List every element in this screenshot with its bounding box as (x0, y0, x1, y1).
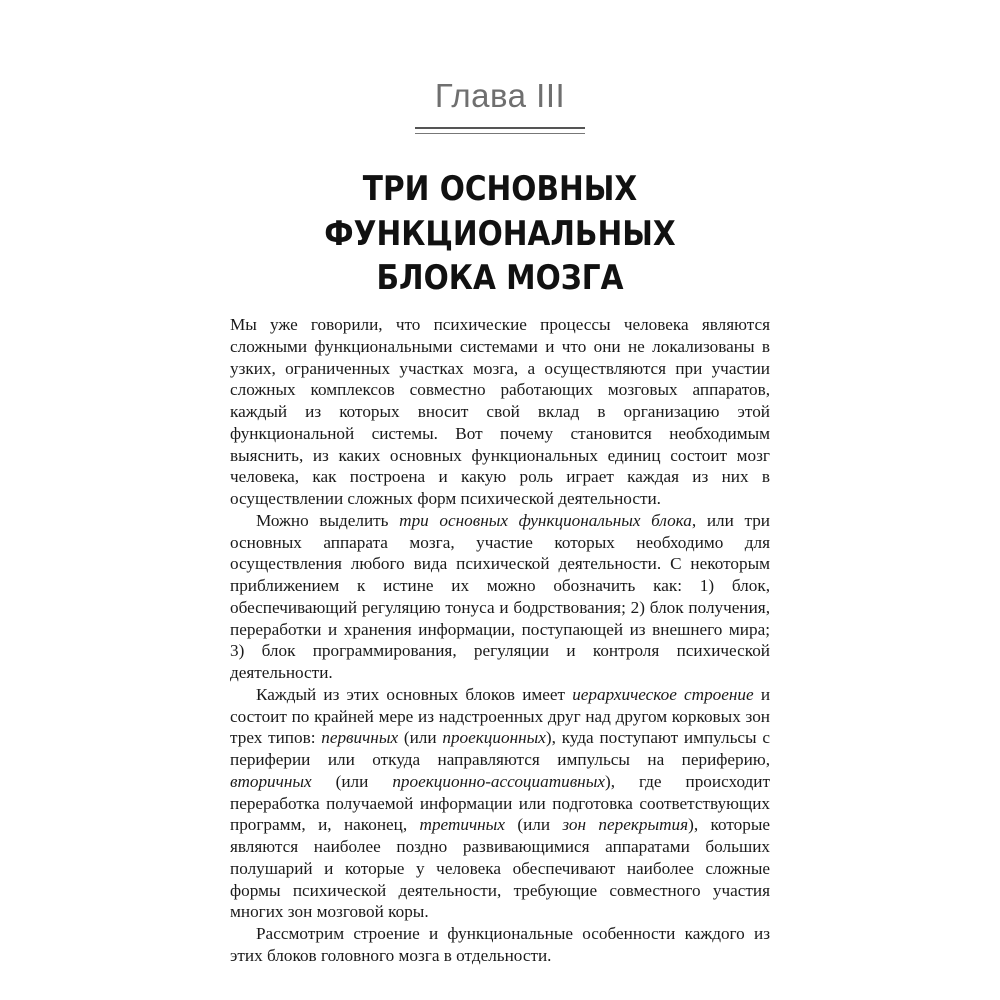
italic-term: проекционно-ассоциативных (392, 771, 605, 791)
chapter-title-line: ФУНКЦИОНАЛЬНЫХ (324, 213, 676, 254)
text-run: Каждый из этих основных блоков имеет (256, 684, 573, 704)
chapter-label: Глава III (434, 77, 566, 114)
text-run: Рассмотрим строение и функциональные особенности каждого из этих блоков головного мозга в отдельности. (230, 924, 770, 965)
chapter-title-line: БЛОКА МОЗГА (376, 258, 624, 298)
paragraph (230, 923, 770, 967)
text-run: (или (504, 815, 563, 835)
body-text (230, 314, 770, 967)
chapter-title (65, 167, 935, 301)
text-run: ), куда поступают импульсы с периферии или откуда направляются импульсы на периферию, (230, 728, 770, 769)
italic-term: проекционных (442, 728, 546, 748)
text-run: , или три основных аппарата мозга, участие которых необходимо для осуществления любого вида психической деятельности. С некоторым приближением к истине их можно обозначить как: 1) блок, обеспечивающий регуляцию тонуса и бодрствования; 2) блок получения, переработки и хранения информации, поступающей из внешнего мира; 3) блок программирования, регуляции и контроля психической деятельности. (230, 510, 770, 682)
italic-term: зон перекрытия (562, 815, 689, 835)
italic-term: иерархическое строение (572, 684, 754, 704)
paragraph (230, 510, 770, 684)
text-run: (или (311, 771, 393, 791)
italic-term: три основных функциональных блока (399, 510, 692, 530)
chapter-divider-top (415, 127, 585, 129)
text-run: и состоит по крайней мере из надстроенных друг над другом корковых зон трех типов: (230, 684, 771, 748)
chapter-divider-bottom (415, 133, 585, 134)
text-run: ), где происходит переработка получаемой информации или подготовка соответствующих программ, и, наконец, (230, 771, 770, 835)
paragraph (230, 684, 770, 923)
text-run: ), которые являются наиболее поздно развивающимися аппаратами больших полушарий и которые у человека обеспечивают наиболее сложные формы психической деятельности, требующие совместного участия многих зон мозговой коры. (230, 815, 770, 922)
chapter-title-line: ТРИ ОСНОВНЫХ (362, 169, 638, 209)
text-run: Можно выделить (256, 510, 400, 530)
text-run: Мы уже говорили, что психические процессы человека являются сложными функциональными системами и что они не локализованы в узких, ограниченных участках мозга, а осуществляются при участии сложных комплексов совместно работающих мозговых аппаратов, каждый из которых вносит свой вклад в организацию этой функциональной системы. Вот почему становится необходимым выяснить, из каких основных функциональных единиц состоит мозг человека, как построена и какую роль играет каждая из них в осуществлении сложных форм психической деятельности. (230, 315, 770, 508)
italic-term: вторичных (230, 771, 312, 791)
italic-term: первичных (321, 728, 399, 748)
text-run: (или (398, 728, 443, 748)
italic-term: третичных (419, 815, 505, 835)
paragraph (230, 314, 770, 510)
